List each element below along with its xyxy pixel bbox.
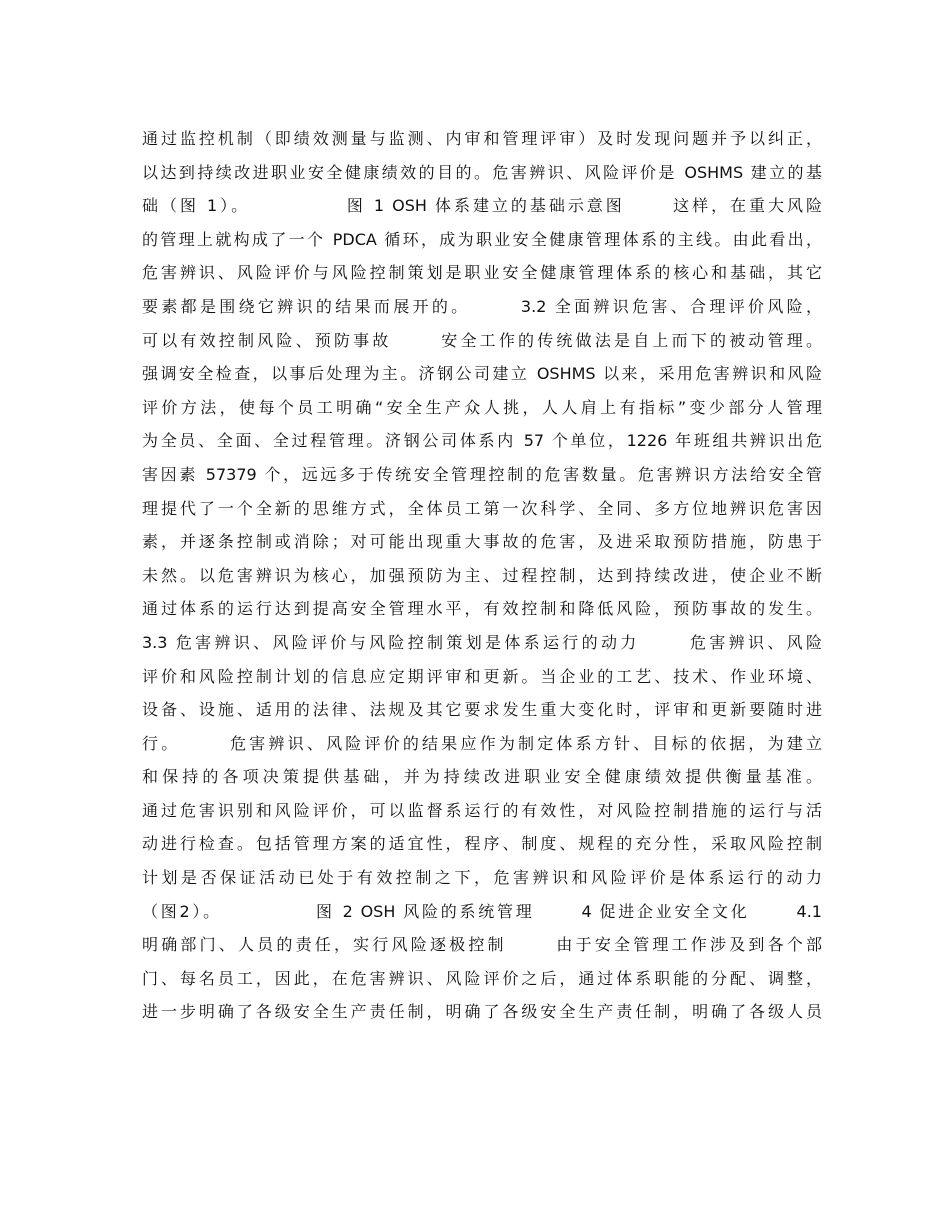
text-line: 础（图 1）。 图 1 OSH 体系建立的基础示意图 这样，在重大风险 (142, 196, 822, 216)
text-line: 计划是否保证活动已处于有效控制之下，危害辨识和风险评价是体系运行的动力 (142, 868, 822, 888)
text-line: 和保持的各项决策提供基础，并为持续改进职业安全健康绩效提供衡量基准。 (142, 767, 822, 787)
text-line: 评价方法，使每个员工明确“安全生产众人挑，人人肩上有指标”变少部分人管理 (142, 397, 822, 417)
text-line: 未然。以危害辨识为核心，加强预防为主、过程控制，达到持续改进，使企业不断 (142, 565, 822, 585)
text-line: 评价和风险控制计划的信息应定期评审和更新。当企业的工艺、技术、作业环境、 (142, 666, 822, 686)
text-line: 3.3 危害辨识、风险评价与风险控制策划是体系运行的动力 危害辨识、风险 (142, 632, 822, 652)
text-line: 为全员、全面、全过程管理。济钢公司体系内 57 个单位，1226 年班组共辨识出危 (142, 431, 822, 451)
text-line: 通过监控机制（即绩效测量与监测、内审和管理评审）及时发现问题并予以纠正， (142, 129, 822, 148)
text-line: 强调安全检查，以事后处理为主。济钢公司建立 OSHMS 以来，采用危害辨识和风险 (142, 364, 822, 384)
body-text (142, 122, 822, 1029)
text-line: 通过体系的运行达到提高安全管理水平，有效控制和降低风险，预防事故的发生。 (142, 599, 822, 619)
text-line: （图2）。 图 2 OSH 风险的系统管理 4 促进企业安全文化 4.1 (142, 901, 822, 921)
text-line: 动进行检查。包括管理方案的适宜性，程序、制度、规程的充分性，采取风险控制 (142, 834, 822, 854)
text-line: 门、每名员工，因此，在危害辨识、风险评价之后，通过体系职能的分配、调整， (142, 968, 822, 988)
text-line: 进一步明确了各级安全生产责任制，明确了各级安全生产责任制，明确了各级人员 (142, 1002, 822, 1022)
text-line: 要素都是围绕它辨识的结果而展开的。 3.2 全面辨识危害、合理评价风险， (142, 296, 822, 316)
text-line: 设备、设施、适用的法律、法规及其它要求发生重大变化时，评审和更新要随时进 (142, 700, 822, 720)
text-line: 理提代了一个全新的思维方式，全体员工第一次科学、全同、多方位地辨识危害因 (142, 498, 822, 518)
text-line: 的管理上就构成了一个 PDCA 循环，成为职业安全健康管理体系的主线。由此看出， (142, 229, 822, 249)
text-line: 素，并逐条控制或消除；对可能出现重大事故的危害，及进采取预防措施，防患于 (142, 532, 822, 552)
text-line: 害因素 57379 个，远远多于传统安全管理控制的危害数量。危害辨识方法给安全管 (142, 464, 822, 484)
text-line: 通过危害识别和风险评价，可以监督系运行的有效性，对风险控制措施的运行与活 (142, 800, 822, 820)
text-line: 可以有效控制风险、预防事故 安全工作的传统做法是自上而下的被动管理。 (142, 330, 822, 350)
text-line: 以达到持续改进职业安全健康绩效的目的。危害辨识、风险评价是 OSHMS 建立的基 (142, 162, 822, 182)
text-line: 明确部门、人员的责任，实行风险逐极控制 由于安全管理工作涉及到各个部 (142, 935, 822, 955)
text-line: 行。 危害辨识、风险评价的结果应作为制定体系方针、目标的依据，为建立 (142, 733, 822, 753)
text-line: 危害辨识、风险评价与风险控制策划是职业安全健康管理体系的核心和基础，其它 (142, 263, 822, 283)
